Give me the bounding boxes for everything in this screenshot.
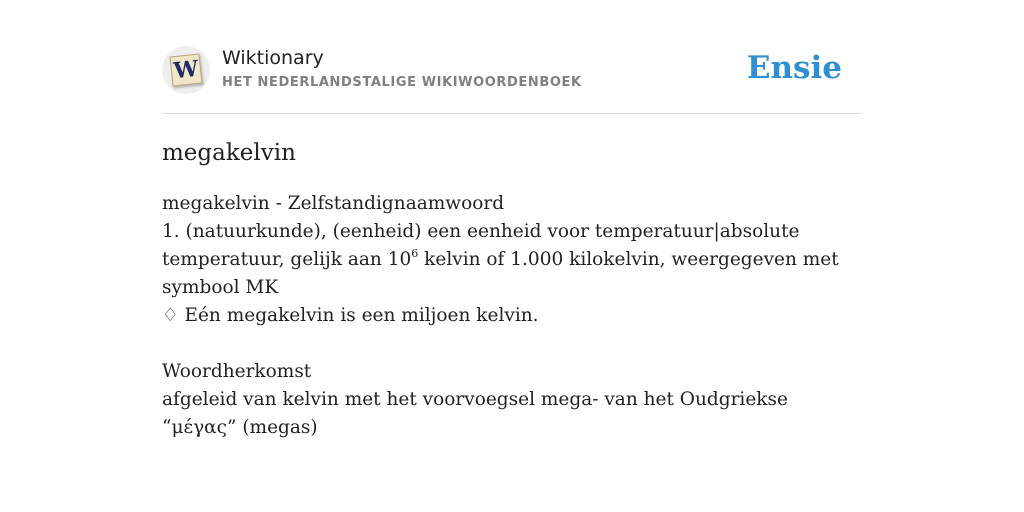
etymology-text: afgeleid van kelvin met het voorvoegsel mega- van het Oudgriekse “μέγας” (megas) xyxy=(162,389,788,438)
header xyxy=(162,46,862,114)
part-of-speech-line: megakelvin - Zelfstandignaamwoord xyxy=(162,193,505,214)
entry-content xyxy=(162,190,862,442)
example-sentence: ♢ Eén megakelvin is een miljoen kelvin. xyxy=(162,305,539,326)
page xyxy=(162,0,862,442)
spacer xyxy=(162,330,862,358)
logo-tile-icon: W xyxy=(170,54,203,87)
definition-text-start: 1. (natuurkunde), (eenheid) een eenheid voor temperatuur|absolute temperatuur, gelijk aan 10 xyxy=(162,221,800,270)
entry-title: megakelvin xyxy=(162,140,296,166)
wiktionary-logo[interactable] xyxy=(162,46,210,94)
site-name[interactable]: Wiktionary xyxy=(222,47,324,69)
definition xyxy=(162,218,862,302)
definition-text-end: kelvin of 1.000 kilokelvin, weergegeven met symbool MK xyxy=(162,249,839,298)
definition-exponent: 6 xyxy=(411,247,419,260)
brand-logo[interactable]: Ensie xyxy=(746,50,842,86)
etymology-heading: Woordherkomst xyxy=(162,361,312,382)
site-subtitle: HET NEDERLANDSTALIGE WIKIWOORDENBOEK xyxy=(222,75,582,90)
